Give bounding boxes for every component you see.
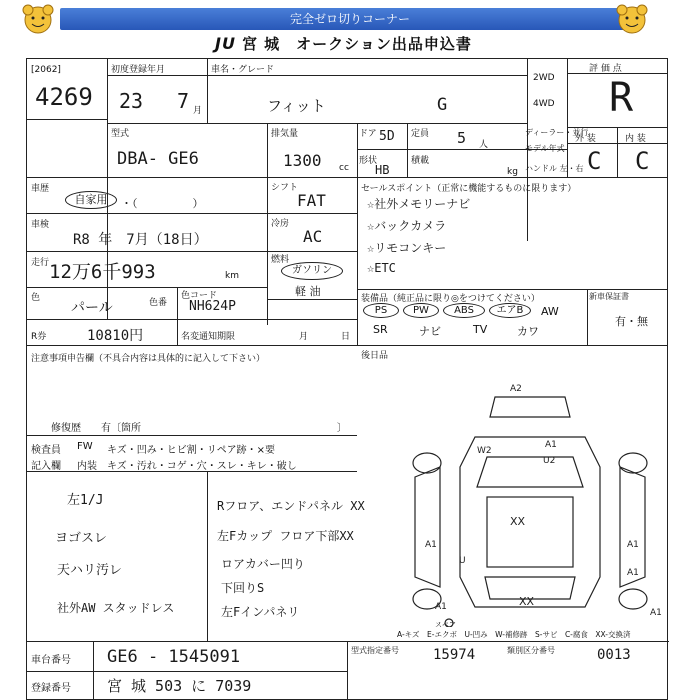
mileage-value: 12万6千993 [49,261,156,283]
sales-point-item: ☆リモコンキー [367,241,447,255]
displacement-value: 1300 [283,151,322,170]
handle-label: ハンドル 左・右 [525,164,584,173]
first-reg-label: 初度登録年月 [111,65,166,75]
reg-month: 7 [177,89,190,113]
sales-point-item: ☆ETC [367,261,396,275]
change-day: 日 [341,332,351,342]
model-value: DBA- GE6 [117,149,199,169]
shape-value: HB [375,163,390,177]
inspection-label: 車検 [31,220,50,230]
equip-pw: PW [403,303,439,318]
remark-right: 下回りS [221,581,265,595]
damage-mark: A1 [650,608,662,618]
type-cert-value: 15974 [433,647,476,663]
drive-4wd: 4WD [533,99,555,109]
remark-right: ロアカバー凹り [221,557,305,571]
check-int-items: キズ・汚れ・コゲ・穴・スレ・キレ・破し [107,461,297,472]
new-car-value: 有・無 [615,315,648,328]
capacity-value: 5 [457,129,467,147]
equip-leather: カワ [517,325,539,338]
doors-label: ドア [359,129,377,139]
diagram-legend: A-キズ E-エクボ U-凹み W-補修跡 S-サビ C-腐食 XX-交換済 [397,630,631,639]
shape-label: 形状 [359,156,378,166]
auction-sheet [26,58,668,700]
reg-year: 23 [119,89,144,113]
owner-value: 宮 城 503 に 7039 [107,677,252,695]
sales-point-item: ☆社外メモリーナビ [367,197,471,211]
damage-mark: XX [510,515,526,528]
damage-mark: A1 [627,568,639,578]
recycle-value: 10810円 [87,328,144,344]
damage-mark: U2 [543,456,556,466]
color-code-label: 色コード [181,291,218,301]
remark-right: 左Fインパネリ [221,605,300,619]
recycle-label: R券 [31,332,47,342]
damage-mark: A1 [545,440,557,450]
sales-point-item: ☆バックカメラ [367,219,447,233]
repair-end: 〕 [337,423,347,434]
spare-label: スペア [435,621,456,627]
mascot-right-icon [612,4,652,36]
fuel-gasoline: ガソリン [281,262,343,280]
mileage-label: 走行 [31,258,50,268]
color-sub-label: 色番 [149,298,168,308]
check-fw-items: キズ・凹み・ヒビ割・リペア跡・×要 [107,445,275,456]
recorder-label: 記入欄 [31,461,61,472]
owner-label: 登録番号 [31,683,71,694]
change-month: 月 [299,332,309,342]
model-label: 型式 [111,129,130,139]
car-grade: G [437,95,448,115]
chassis-value: GE6 - 1545091 [107,647,241,667]
remark-left: 左1/J [67,493,104,508]
fuel-label: 燃料 [271,255,290,265]
damage-mark: A2 [510,384,522,394]
class-label: 類別区分番号 [507,646,555,655]
ext-grade: C [587,147,602,175]
rear-seat-label: 後日品 [361,351,389,361]
change-label: 名変通知期限 [181,332,236,342]
car-diagram [395,377,665,627]
cooling-label: 冷房 [271,219,290,229]
displacement-label: 排気量 [271,129,299,139]
repair-label: 修復歴 有〔箇所 [51,423,141,434]
damage-mark: A1 [425,540,437,550]
ext-label: 外 装 [575,134,596,144]
damage-mark: U [459,556,466,566]
doors-value: 5D [379,129,395,144]
notes-label: 注意事項申告欄（不具合内容は具体的に記入して下さい） [31,354,266,364]
shift-label: シフト [271,183,299,193]
check-int-label: 内装 [77,461,97,472]
damage-mark: A1 [435,602,447,612]
equip-navi: ナビ [419,325,441,338]
dealer-label: ディーラー・並行 [525,128,589,137]
reg-month-unit: 月 [193,106,203,116]
load-label: 積載 [411,156,430,166]
car-name: フィット [267,97,326,115]
fuel-diesel: 軽 油 [295,285,321,298]
shift-value: FAT [297,191,326,210]
lot-number: 4269 [35,83,93,111]
color-code: NH624P [189,299,236,314]
remark-right: 左Fカップ フロア下部XX [217,529,354,543]
remark-right: Rフロア、エンドパネル XX [217,499,365,513]
use-label: 車歴 [31,184,50,194]
inspection-value: R8 年 7月（18日） [73,232,208,248]
remark-left: 天ハリ汚レ [57,563,123,578]
equip-airbag: エアB [489,303,531,318]
check-fw: FW [77,441,93,452]
cc-unit: cc [339,163,349,173]
equip-sr: SR [373,323,388,336]
capacity-label: 定員 [411,129,430,139]
equip-ps: PS [363,303,399,318]
damage-mark: A1 [627,540,639,550]
banner: 完全ゼロ切りコーナー [60,8,640,30]
remark-left: ヨゴスレ [55,531,108,546]
form-title [215,33,472,54]
load-unit: kg [507,167,518,177]
equip-abs: ABS [443,303,485,318]
damage-mark: XX [519,595,535,608]
type-cert-label: 型式指定番号 [351,646,399,655]
use-value: 自家用 [65,191,117,209]
lot-code: [2062] [31,65,61,75]
sales-points-label: セールスポイント（正常に機能するものに限ります） [361,184,577,194]
remark-left: 社外AW スタッドレス [57,601,175,615]
equip-aw: AW [541,305,559,318]
title-text: 宮 城 オークション出品申込書 [241,35,472,53]
damage-mark: W2 [477,446,492,456]
class-value: 0013 [597,647,631,663]
chassis-label: 車台番号 [31,655,71,666]
capacity-unit: 人 [479,140,489,150]
drive-2wd: 2WD [533,73,555,83]
int-grade: C [635,147,650,175]
mascot-left-icon [18,4,58,36]
equipment-label: 装備品（純正品に限り◎をつけてください） [361,294,540,304]
eval-score: R [609,75,634,121]
color-label: 色 [31,293,41,303]
use-other: ・（ ） [121,197,204,210]
checker-label: 検査員 [31,445,61,456]
equip-tv: TV [473,323,488,336]
new-car-label: 新車保証書 [589,292,629,301]
ju-logo: JU [215,34,236,53]
color-value: パール [71,300,113,316]
mileage-unit: km [225,271,239,281]
cooling-value: AC [303,227,323,246]
int-label: 内 装 [625,134,646,144]
car-name-label: 車名・グレード [211,65,275,75]
model-year-label: モデル年式 [525,144,565,153]
eval-label: 評 価 点 [589,64,622,74]
